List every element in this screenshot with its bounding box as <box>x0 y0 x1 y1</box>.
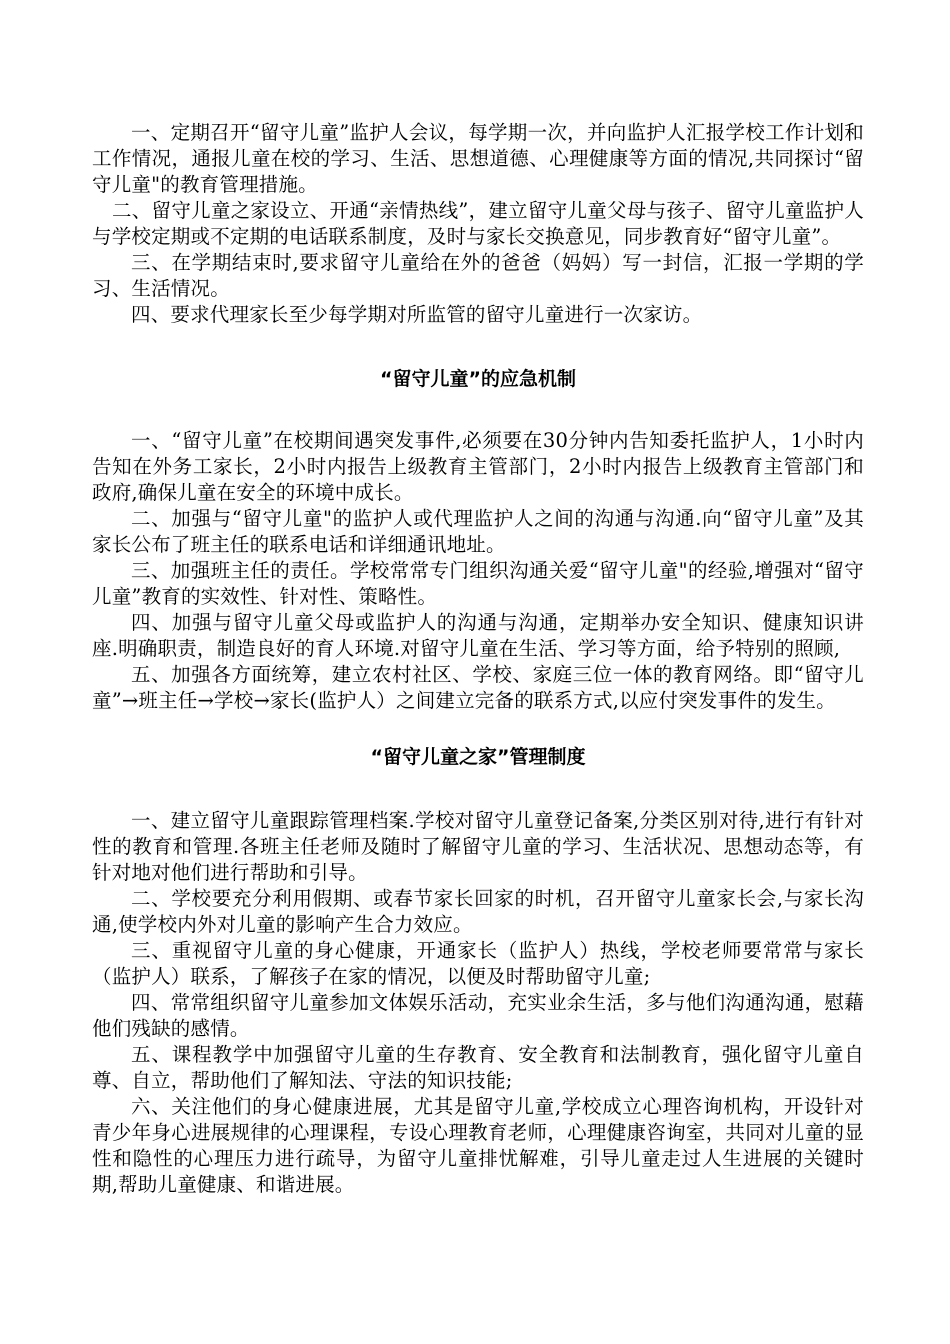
paragraph: 四、加强与留守儿童父母或监护人的沟通与沟通，定期举办安全知识、健康知识讲座.明确职责，制造良好的育人环境.对留守儿童在生活、学习等方面，给予特别的照顾, <box>92 611 864 660</box>
section-guardian-meetings <box>92 120 864 328</box>
section-title-home-management: “留守儿童之家”管理制度 <box>370 746 586 768</box>
paragraph: 五、加强各方面统筹，建立农村社区、学校、家庭三位一体的教育网络。即“留守儿童”→班主任→学校→家长(监护人）之间建立完备的联系方式,以应付突发事件的发生。 <box>92 663 864 712</box>
paragraph: 四、常常组织留守儿童参加文体娱乐活动，充实业余生活，多与他们沟通沟通，慰藉他们残缺的感情。 <box>92 991 864 1040</box>
paragraph: 一、建立留守儿童跟踪管理档案.学校对留守儿童登记备案,分类区别对待,进行有针对性的教育和管理.各班主任老师及随时了解留守儿童的学习、生活状况、思想动态等，有针对地对他们进行帮助和引导。 <box>92 809 864 884</box>
paragraph: 一、“留守儿童”在校期间遇突发事件,必须要在30分钟内告知委托监护人，1小时内告知在外务工家长，2小时内报告上级教育主管部门，2小时内报告上级教育主管部门和政府,确保儿童在安全的环境中成长。 <box>92 429 864 504</box>
paragraph: 三、重视留守儿童的身心健康，开通家长（监护人）热线，学校老师要常常与家长（监护人）联系，了解孩子在家的情况，以便及时帮助留守儿童; <box>92 939 864 988</box>
paragraph: 六、关注他们的身心健康进展，尤其是留守儿童,学校成立心理咨询机构，开设针对青少年身心进展规律的心理课程，专设心理教育老师，心理健康咨询室，共同对儿童的显性和隐性的心理压力进行疏导，为留守儿童排忧解难，引导儿童走过人生进展的关键时期,帮助儿童健康、和谐进展。 <box>92 1095 864 1196</box>
paragraph: 三、加强班主任的责任。学校常常专门组织沟通关爱“留守儿童"的经验,增强对“留守儿童”教育的实效性、针对性、策略性。 <box>92 559 864 608</box>
paragraph: 三、在学期结束时,要求留守儿童给在外的爸爸（妈妈）写一封信，汇报一学期的学习、生活情况。 <box>92 251 864 300</box>
section-emergency-mechanism <box>92 428 864 714</box>
section-title-emergency: “留守儿童”的应急机制 <box>380 368 576 390</box>
paragraph: 二、加强与“留守儿童"的监护人或代理监护人之间的沟通与沟通.向“留守儿童”及其家长公布了班主任的联系电话和详细通讯地址。 <box>92 507 864 556</box>
paragraph: 五、课程教学中加强留守儿童的生存教育、安全教育和法制教育，强化留守儿童自尊、自立，帮助他们了解知法、守法的知识技能; <box>92 1043 864 1092</box>
paragraph: 一、定期召开“留守儿童”监护人会议，每学期一次，并向监护人汇报学校工作计划和工作情况，通报儿童在校的学习、生活、思想道德、心理健康等方面的情况,共同探讨“留守儿童"的教育管理措施。 <box>92 121 864 196</box>
paragraph: 二、留守儿童之家设立、开通“亲情热线”，建立留守儿童父母与孩子、留守儿童监护人与学校定期或不定期的电话联系制度，及时与家长交换意见，同步教育好“留守儿童”。 <box>92 199 864 248</box>
paragraph: 二、学校要充分利用假期、或春节家长回家的时机，召开留守儿童家长会,与家长沟通,使学校内外对儿童的影响产生合力效应。 <box>92 887 864 936</box>
section-home-management <box>92 808 864 1198</box>
paragraph: 四、要求代理家长至少每学期对所监管的留守儿童进行一次家访。 <box>131 303 703 326</box>
document-page <box>92 120 864 1198</box>
